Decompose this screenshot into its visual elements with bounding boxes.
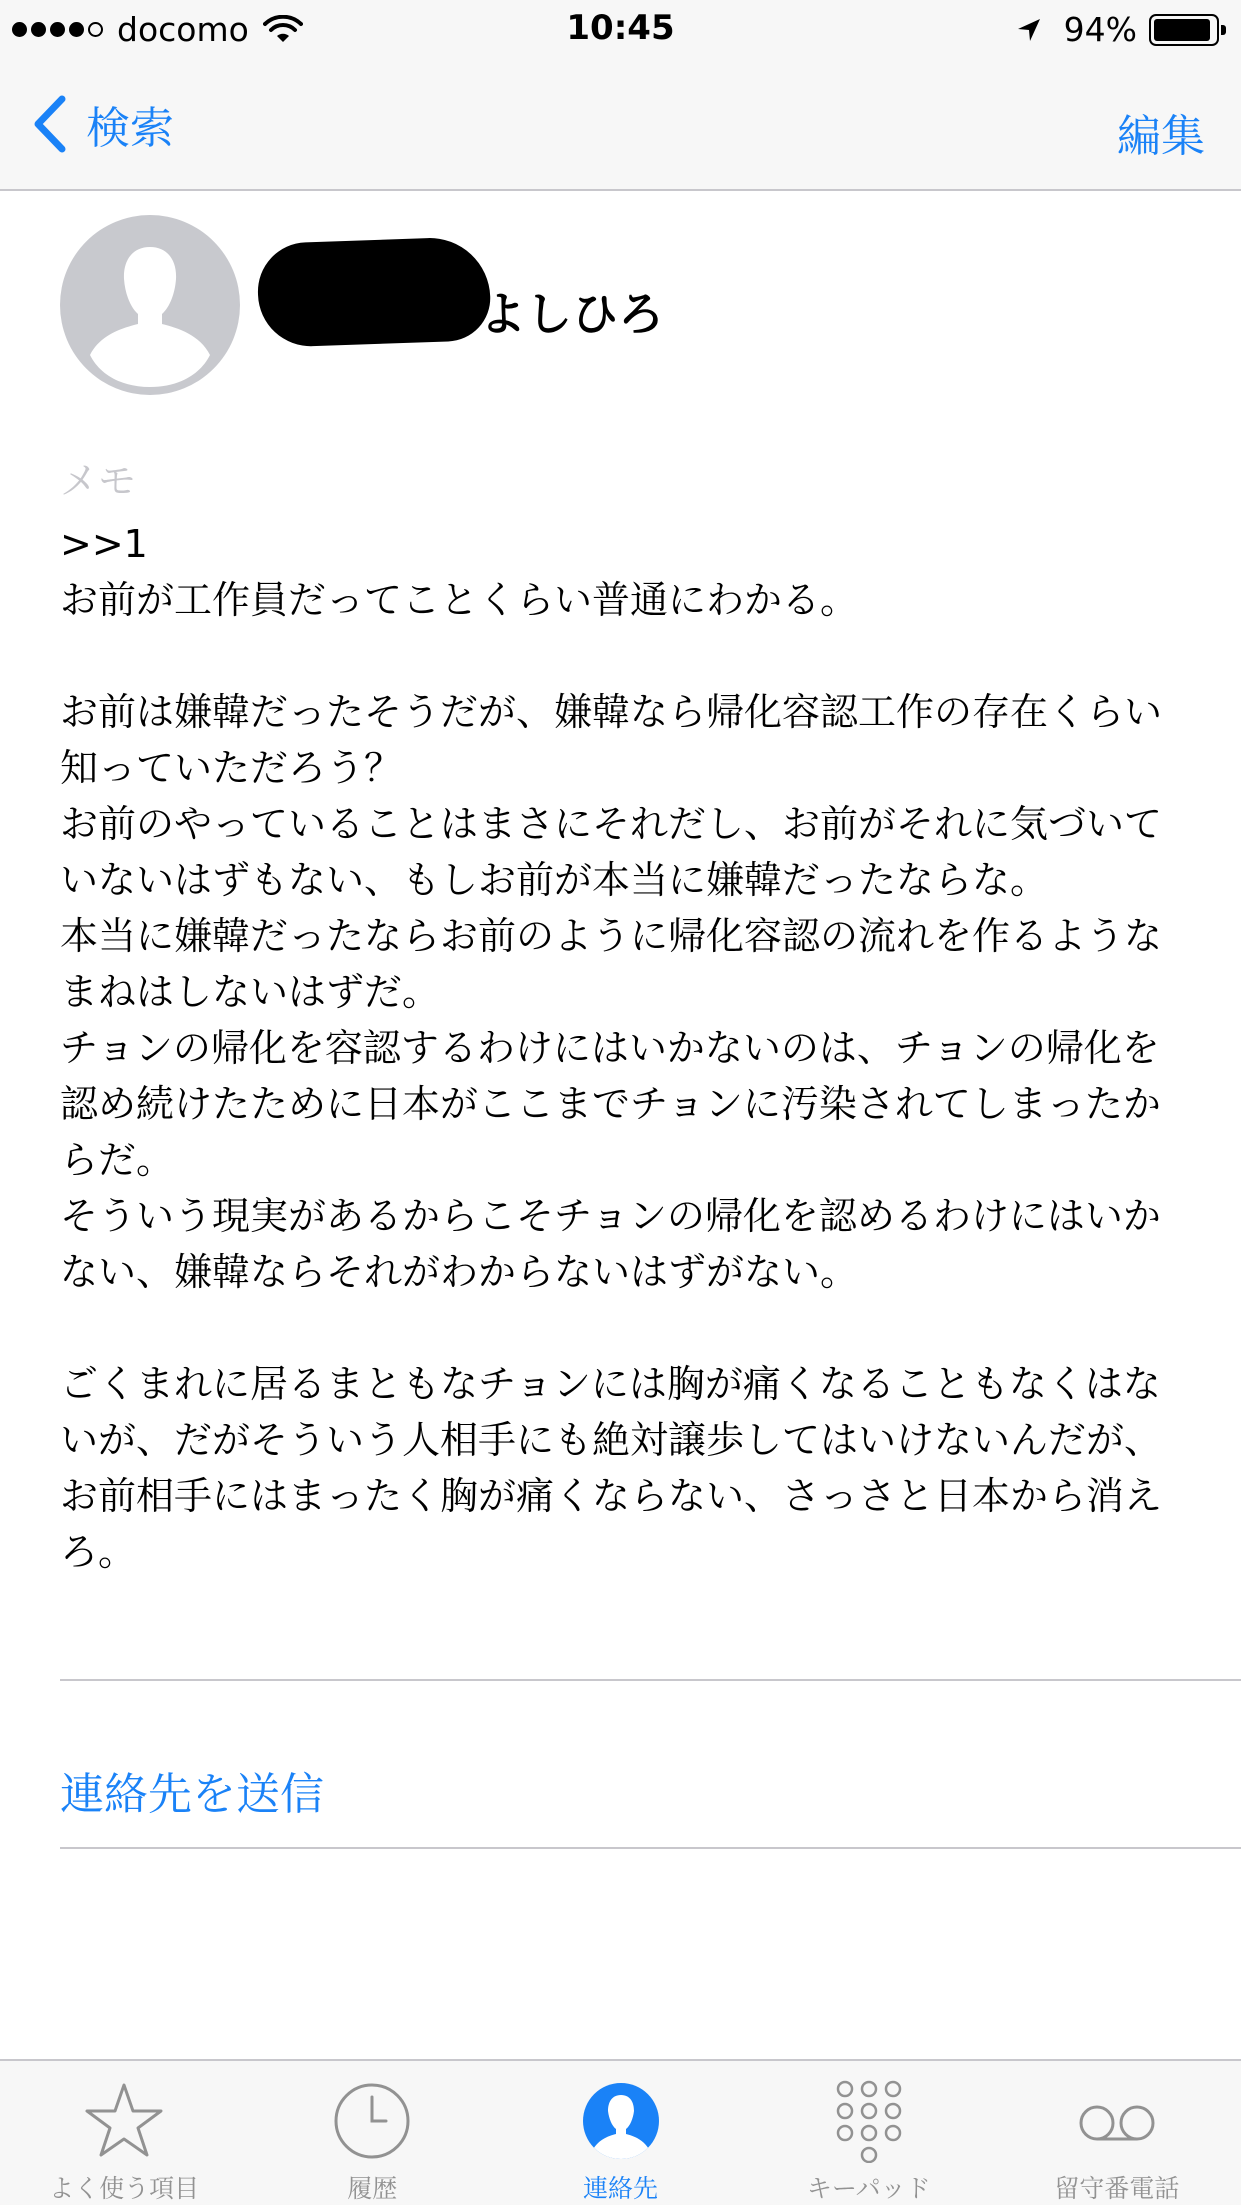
carrier-label: docomo (117, 10, 249, 49)
tab-favorites[interactable] (0, 2061, 248, 2205)
contact-name: よしひろ (480, 287, 664, 341)
tab-voicemail[interactable] (993, 2061, 1241, 2205)
memo-label: メモ (60, 459, 137, 503)
tab-label: 留守番電話 (1054, 2174, 1180, 2203)
tab-label: 履歴 (347, 2174, 398, 2203)
keypad-icon (827, 2079, 911, 2163)
battery-percentage: 94% (1063, 10, 1137, 49)
battery-fill (1154, 19, 1210, 41)
person-silhouette-icon (60, 215, 240, 395)
status-right (1016, 10, 1219, 49)
share-contact-button[interactable]: 連絡先を送信 (60, 1769, 324, 1820)
chevron-left-icon (32, 95, 66, 153)
divider (60, 1847, 1241, 1849)
voicemail-icon (1075, 2079, 1159, 2163)
star-icon (82, 2079, 166, 2163)
tab-label: よく使う項目 (49, 2174, 200, 2203)
clock-icon (330, 2079, 414, 2163)
tab-recents[interactable] (248, 2061, 496, 2205)
person-circle-icon (579, 2079, 663, 2163)
tab-keypad[interactable] (745, 2061, 993, 2205)
tab-label: キーパッド (806, 2174, 931, 2203)
tab-bar (0, 2059, 1241, 2205)
status-bar (0, 0, 1241, 60)
status-time: 10:45 (566, 8, 675, 48)
back-button-label: 検索 (86, 103, 174, 154)
memo-text[interactable]: >>1 お前が工作員だってことくらい普通にわかる。 お前は嫌韓だったそうだが、嫌韓なら帰化容認工作の存在くらい知っていただろう？ お前のやっていることはまさにそれだし、お前がそれに気づいていないはずもない、もしお前が本当に嫌韓だったならな。 本当に嫌韓だったならお前のように帰化容認の流れを作るようなまねはしないはずだ。 チョンの帰化を容認するわけにはいかないのは、チョンの帰化を認め続けたために日本がここまでチョンに汚染されてしまったからだ。 そういう現実があるからこそチョンの帰化を認めるわけにはいかない、嫌韓ならそれがわからないはずがない。 ごくまれに居るまともなチョンには胸が痛くなることもなくはないが、だがそういう人相手にも絶対譲歩してはいけないんだが、お前相手にはまったく胸が痛くならない、さっさと日本から消えろ。 (60, 522, 1163, 1574)
navigation-bar (0, 60, 1241, 191)
tab-contacts[interactable] (496, 2061, 744, 2205)
location-arrow-icon (1016, 17, 1042, 43)
divider (60, 1679, 1241, 1681)
tab-label: 連絡先 (583, 2174, 659, 2203)
edit-button[interactable]: 編集 (1117, 111, 1205, 162)
redaction-mark (256, 236, 491, 348)
back-button[interactable] (32, 92, 174, 156)
avatar (60, 215, 240, 395)
battery-icon (1149, 14, 1219, 46)
